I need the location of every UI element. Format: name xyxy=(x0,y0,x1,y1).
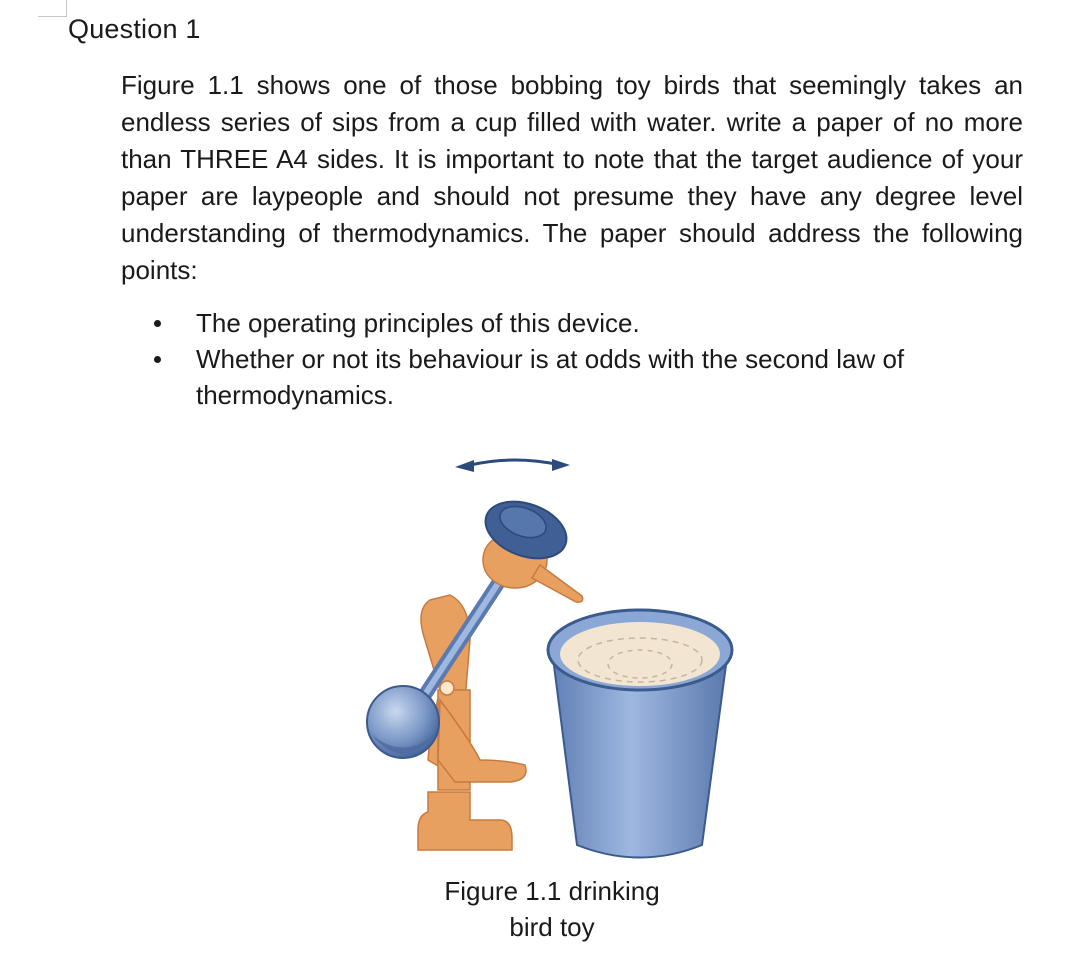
bullet-list xyxy=(150,305,1030,413)
list-item xyxy=(150,341,1030,413)
page-corner-mark xyxy=(38,0,67,17)
water-cup-icon xyxy=(548,610,732,858)
bullet-text: Whether or not its behaviour is at odds with the second law of thermodynamics. xyxy=(196,344,905,410)
bullet-icon xyxy=(154,320,161,327)
bullet-text: The operating principles of this device. xyxy=(196,308,640,338)
caption-line: bird toy xyxy=(509,912,595,942)
bullet-icon xyxy=(154,356,161,363)
swing-arrow-icon xyxy=(455,459,570,472)
drinking-bird-icon xyxy=(367,491,583,850)
figure-caption xyxy=(402,873,702,945)
question-body: Figure 1.1 shows one of those bobbing toy birds that seemingly takes an endless series of sips from a cup filled with water. write a paper of no more than THREE A4 sides. It is important to note that the target audience of your paper are laypeople and should not presume they have any degree level understanding of thermodynamics. The paper should address the following points: xyxy=(121,70,1023,285)
question-title: Question 1 xyxy=(68,14,201,44)
list-item xyxy=(150,305,1030,341)
drinking-bird-figure xyxy=(360,450,760,870)
caption-line: Figure 1.1 drinking xyxy=(444,876,660,906)
